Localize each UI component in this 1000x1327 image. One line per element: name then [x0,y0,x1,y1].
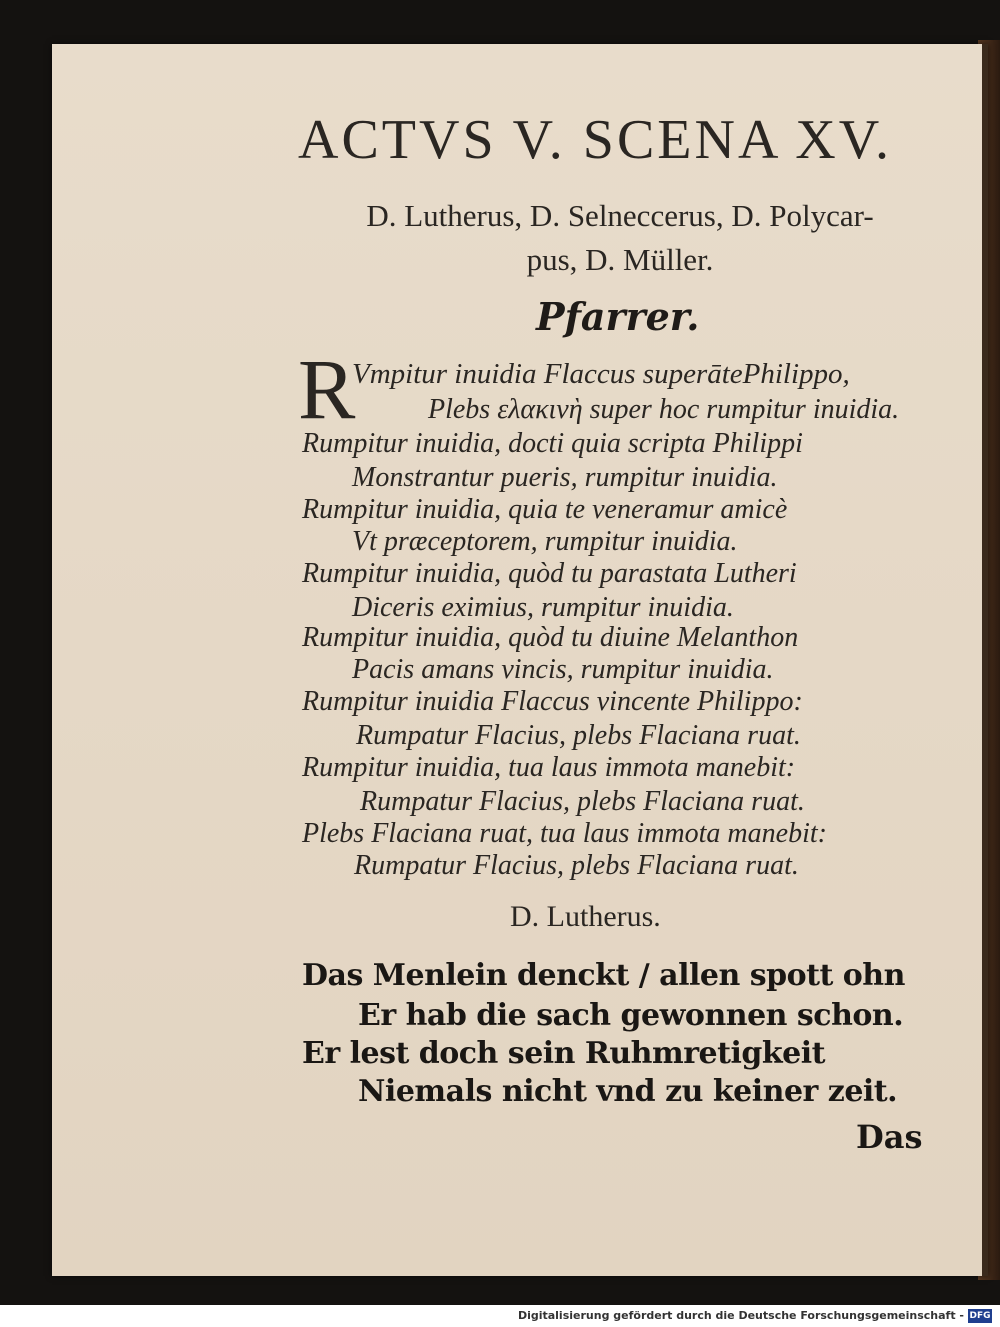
verse-line: Vt præceptorem, rumpitur inuidia. [352,526,738,557]
persons-line-2: pus, D. Müller. [526,242,714,277]
act-scene-heading: ACTVS V. SCENA XV. [298,109,892,171]
german-verse-line: Er hab die sach gewonnen schon. [358,998,904,1033]
verse-line: Rumpatur Flacius, plebs Flaciana ruat. [360,786,805,817]
dfg-logo-icon: DFG [969,1311,991,1321]
verse-line: Rumpitur inuidia, quia te veneramur amicè [302,494,788,525]
speaker-name: Pfarrer. [536,294,700,339]
catchword: Das [856,1118,923,1156]
verse-line: Plebs ελακινὴ super hoc rumpitur inuidia. [428,394,900,425]
drop-cap: R [298,341,356,437]
verse-line: Rumpitur inuidia Flaccus vincente Philippo: [302,686,803,717]
footer-bar [0,1305,1000,1327]
dramatis-personae [330,194,910,282]
verse-line: Vmpitur inuidia Flaccus superātePhilippo, [352,358,850,390]
verse-line: Rumpitur inuidia, tua laus immota manebit: [302,752,796,783]
verse-line: Monstrantur pueris, rumpitur inuidia. [352,462,778,493]
funding-notice: Digitalisierung gefördert durch die Deutsche Forschungsgemeinschaft - [517,1309,964,1322]
german-verse-line: Das Menlein denckt / allen spott ohn [302,958,905,993]
verse-line: Rumpatur Flacius, plebs Flaciana ruat. [354,850,799,881]
verse-line: Rumpatur Flacius, plebs Flaciana ruat. [356,720,801,751]
verse-line: Plebs Flaciana ruat, tua laus immota manebit: [302,818,827,849]
verse-line: Rumpitur inuidia, quòd tu diuine Melanthon [302,622,799,653]
persons-line-1: D. Lutherus, D. Selneccerus, D. Polycar- [366,198,874,233]
verse-line: Pacis amans vincis, rumpitur inuidia. [352,654,774,685]
verse-line: Rumpitur inuidia, quòd tu parastata Lutheri [302,558,797,589]
german-verse-line: Niemals nicht vnd zu keiner zeit. [358,1074,898,1109]
verse-line: Diceris eximius, rumpitur inuidia. [352,592,734,623]
verse-line: Rumpitur inuidia, docti quia scripta Philippi [302,428,803,459]
speaker-name-2: D. Lutherus. [510,900,661,933]
german-verse-line: Er lest doch sein Ruhmretigkeit [302,1036,825,1071]
